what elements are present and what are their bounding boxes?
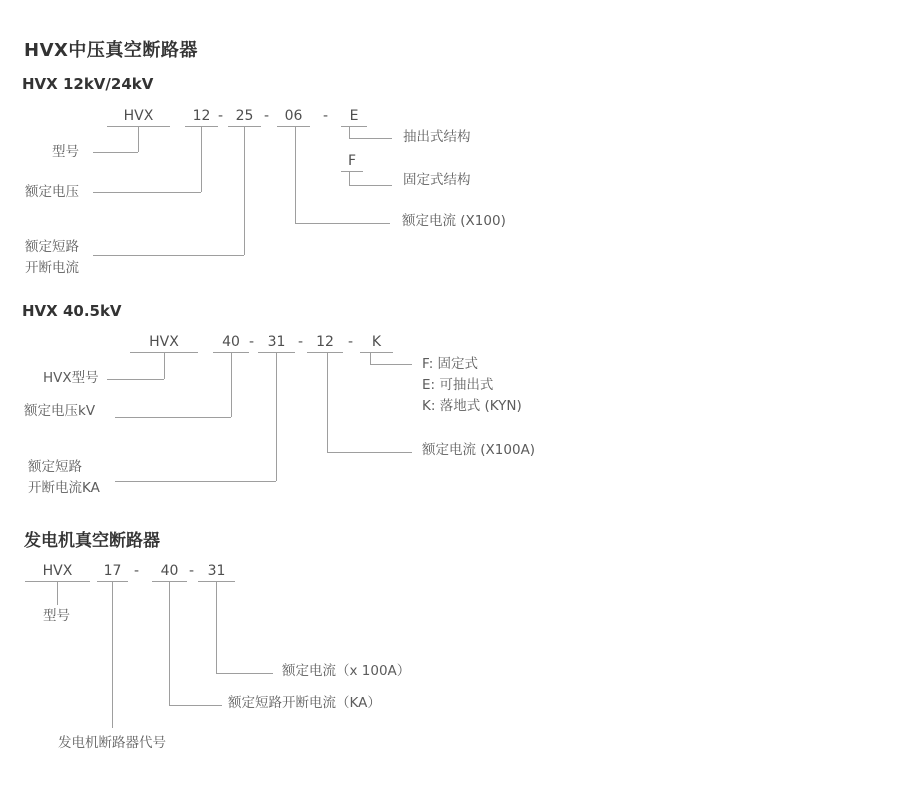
s1-dash-1: - — [218, 108, 224, 124]
connector-line — [295, 127, 296, 223]
s1-seg-structure-e: E — [341, 107, 367, 127]
connector-line — [327, 353, 328, 452]
s1-label-short-circuit-1: 额定短路 — [25, 239, 79, 255]
section3-heading: 发电机真空断路器 — [24, 531, 160, 551]
connector-line — [115, 417, 231, 418]
connector-line — [349, 172, 350, 185]
s2-dash-1: - — [249, 334, 255, 350]
s2-label-type-k: K: 落地式 (KYN) — [422, 398, 522, 414]
s2-seg-current: 12 — [307, 333, 343, 353]
s1-dash-2: - — [264, 108, 270, 124]
s3-label-generator-code: 发电机断路器代号 — [58, 735, 166, 751]
connector-line — [216, 673, 273, 674]
s2-label-short-circuit-2: 开断电流KA — [28, 480, 100, 496]
connector-line — [231, 353, 232, 417]
connector-line — [169, 582, 170, 705]
s3-label-model: 型号 — [43, 608, 70, 624]
s3-seg-current: 31 — [198, 562, 235, 582]
connector-line — [93, 152, 138, 153]
s1-label-model: 型号 — [52, 144, 79, 160]
connector-line — [216, 582, 217, 673]
s1-label-fixed: 固定式结构 — [403, 172, 471, 188]
connector-line — [201, 127, 202, 192]
connector-line — [164, 353, 165, 379]
connector-line — [93, 255, 244, 256]
connector-line — [349, 138, 392, 139]
s3-seg-generator-code: 17 — [97, 562, 128, 582]
connector-line — [107, 379, 164, 380]
connector-line — [349, 185, 392, 186]
s2-dash-2: - — [298, 334, 304, 350]
s1-dash-3: - — [323, 108, 329, 124]
s2-dash-3: - — [348, 334, 354, 350]
connector-line — [115, 481, 276, 482]
s3-label-rated-current: 额定电流（x 100A） — [282, 663, 411, 679]
connector-line — [370, 364, 412, 365]
s1-seg-voltage: 12 — [185, 107, 218, 127]
s2-seg-model: HVX — [130, 333, 198, 353]
s1-seg-breaking-current: 25 — [228, 107, 261, 127]
section1-heading: HVX 12kV/24kV — [22, 75, 154, 93]
s2-label-rated-current: 额定电流 (X100A) — [422, 442, 536, 458]
connector-line — [327, 452, 412, 453]
connector-line — [138, 127, 139, 152]
s1-seg-model: HVX — [107, 107, 170, 127]
s2-label-type-f: F: 固定式 — [422, 356, 479, 372]
s1-seg-structure-f: F — [341, 152, 363, 172]
s3-dash-2: - — [189, 563, 195, 579]
connector-line — [276, 353, 277, 481]
s1-label-withdrawable: 抽出式结构 — [403, 129, 471, 145]
connector-line — [169, 705, 222, 706]
s2-seg-voltage: 40 — [213, 333, 249, 353]
s1-seg-current: 06 — [277, 107, 310, 127]
section2-heading: HVX 40.5kV — [22, 302, 122, 320]
s2-label-type-e: E: 可抽出式 — [422, 377, 494, 393]
connector-line — [93, 192, 201, 193]
s2-label-rated-voltage: 额定电压kV — [24, 403, 96, 419]
connector-line — [295, 223, 390, 224]
connector-line — [112, 582, 113, 728]
s1-label-short-circuit-2: 开断电流 — [25, 260, 79, 276]
s2-label-short-circuit-1: 额定短路 — [28, 459, 82, 475]
connector-line — [57, 582, 58, 605]
s3-dash-1: - — [134, 563, 140, 579]
s1-label-rated-current: 额定电流 (X100) — [402, 213, 506, 229]
connector-line — [370, 353, 371, 364]
s2-label-model: HVX型号 — [43, 370, 99, 386]
s3-seg-model: HVX — [25, 562, 90, 582]
connector-line — [349, 126, 350, 138]
s3-seg-breaking-current: 40 — [152, 562, 187, 582]
s1-label-rated-voltage: 额定电压 — [25, 184, 79, 200]
s2-seg-breaking-current: 31 — [258, 333, 295, 353]
page-title: HVX中压真空断路器 — [24, 40, 198, 61]
connector-line — [244, 127, 245, 255]
s2-seg-structure: K — [360, 333, 393, 353]
s3-label-short-circuit: 额定短路开断电流（KA） — [228, 695, 381, 711]
